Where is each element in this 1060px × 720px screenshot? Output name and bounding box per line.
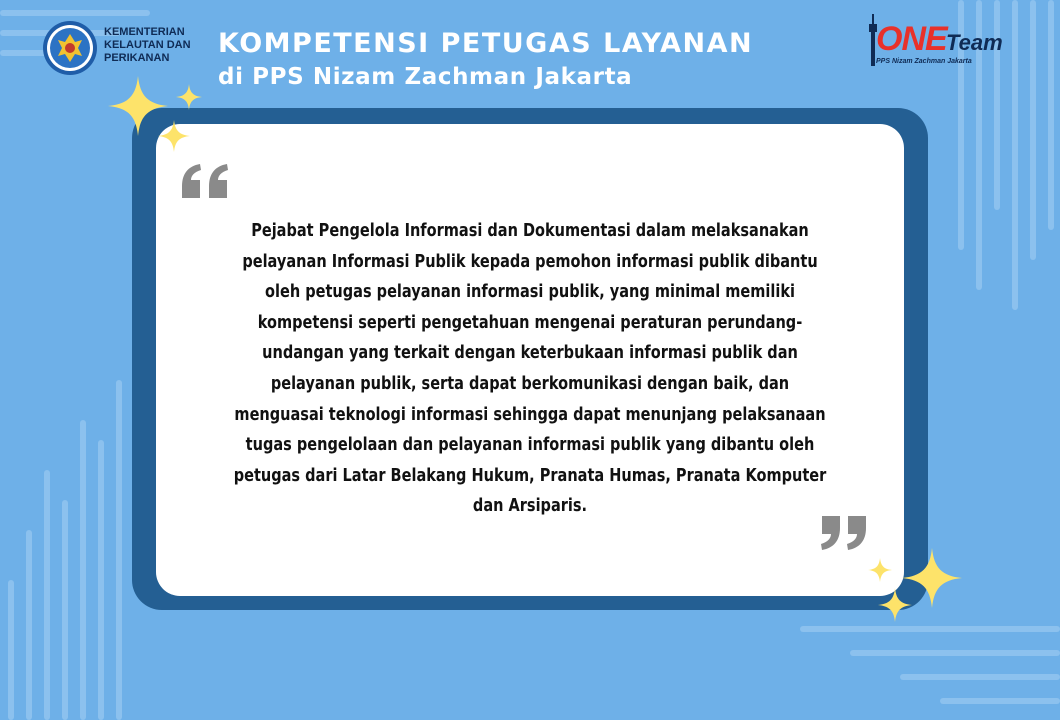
deco-line [44, 470, 50, 720]
quote-open-icon [178, 162, 234, 200]
deco-line [62, 500, 68, 720]
brand-team: Team [946, 30, 1003, 55]
sparkle-icon [878, 588, 912, 622]
deco-line [80, 420, 86, 720]
deco-line [940, 698, 1060, 704]
deco-line [800, 626, 1060, 632]
deco-line [0, 10, 150, 16]
sparkle-icon [868, 558, 892, 582]
deco-line [8, 580, 14, 720]
deco-line [1048, 0, 1054, 230]
kkp-emblem-icon [42, 20, 98, 76]
deco-line [850, 650, 1060, 656]
ministry-line: KELAUTAN DAN [104, 39, 191, 51]
sparkle-icon [158, 120, 190, 152]
page-subtitle: di PPS Nizam Zachman Jakarta [218, 64, 633, 90]
deco-line [98, 440, 104, 720]
quote-close-icon [818, 514, 870, 552]
brand-tagline: PPS Nizam Zachman Jakarta [876, 58, 972, 65]
deco-line [900, 674, 1060, 680]
ministry-name [104, 26, 214, 65]
quote-text: Pejabat Pengelola Informasi dan Dokumentasi dalam melaksanakan pelayanan Informasi Publik kepada pemohon informasi publik dibantu oleh petugas pelayanan informasi publik, yang minimal memiliki kompetensi seperti pengetahuan mengenai peraturan perundang-undangan yang terkait dengan keterbukaan informasi publik dan pelayanan publik, serta dapat berkomunikasi dengan baik, dan menguasai teknologi informasi sehingga dapat menunjang pelaksanaan tugas pengelolaan dan pelayanan informasi publik yang dibantu oleh petugas dari Latar Belakang Hukum, Pranata Humas, Pranata Komputer dan Arsiparis. [233, 221, 827, 517]
deco-line [116, 380, 122, 720]
ministry-line: KEMENTERIAN [104, 26, 185, 38]
one-team-logo [862, 14, 1042, 70]
deco-line [26, 530, 32, 720]
ministry-line: PERIKANAN [104, 52, 170, 64]
brand-one: ONE [876, 20, 947, 58]
page-title: KOMPETENSI PETUGAS LAYANAN [218, 28, 754, 59]
sparkle-icon [176, 84, 202, 110]
